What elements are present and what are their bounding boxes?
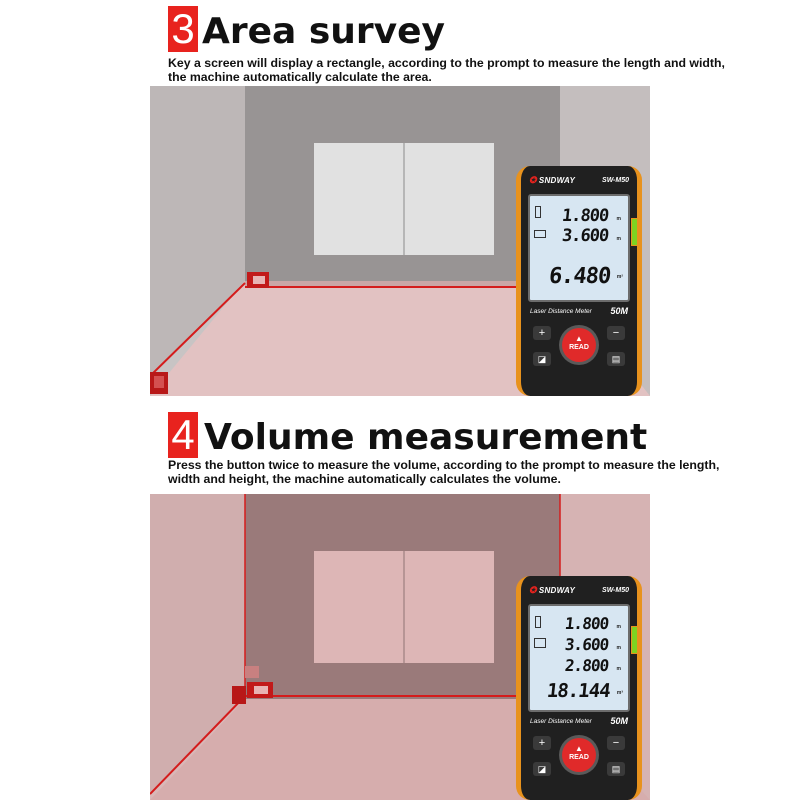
description-line: Press the button twice to measure the volume, according to the prompt to measure the length,: [168, 458, 720, 472]
device-header: [521, 576, 637, 604]
lcd-unit-3: m: [616, 666, 621, 672]
lcd-unit-1: m: [616, 216, 621, 222]
length-icon: [535, 206, 541, 218]
lcd-reading-1: 1.800: [560, 206, 610, 226]
lcd-unit-2: m: [616, 236, 621, 242]
up-arrow-icon: ▲: [575, 744, 583, 753]
device-label: Laser Distance Meter: [530, 307, 592, 315]
lcd-area-result: 6.480: [547, 264, 612, 289]
brand-label: [529, 585, 575, 596]
function-button[interactable]: ◪: [533, 352, 551, 366]
brand-label: [529, 175, 575, 186]
memory-button[interactable]: ▤: [607, 352, 625, 366]
section-description: [168, 56, 725, 84]
lcd-unit-1: m: [616, 624, 621, 630]
brand-name: SNDWAY: [538, 585, 576, 595]
device-label: Laser Distance Meter: [530, 717, 592, 725]
read-button-label: READ: [569, 344, 589, 351]
brand-name: SNDWAY: [538, 175, 576, 185]
brand-logo-icon: ✪: [529, 174, 537, 185]
step-number-badge: 3: [168, 6, 198, 52]
model-label: SW-M50: [602, 586, 629, 594]
lcd-reading-3: 2.800: [563, 656, 609, 675]
device-range: 50M: [610, 716, 628, 726]
lcd-unit-area: m²: [616, 274, 623, 280]
device-range: 50M: [610, 306, 628, 316]
volume-measurement-section: [0, 400, 800, 800]
section-description: [168, 458, 719, 486]
brand-logo-icon: ✪: [529, 584, 537, 595]
up-arrow-icon: ▲: [575, 334, 583, 343]
lcd-reading-1: 1.800: [563, 614, 609, 633]
device-keypad: [521, 316, 637, 386]
lcd-volume-result: 18.144: [546, 680, 612, 702]
laser-distance-meter: [516, 166, 642, 396]
read-button[interactable]: [562, 328, 596, 362]
box-icon: [534, 638, 546, 648]
device-label-row: [521, 302, 637, 316]
description-line: the machine automatically calculate the area.: [168, 70, 432, 84]
lcd-reading-2: 3.600: [563, 635, 609, 654]
plus-button[interactable]: +: [533, 326, 551, 340]
device-header: [521, 166, 637, 194]
section-title: Volume measurement: [204, 417, 648, 458]
device-keypad: [521, 726, 637, 796]
model-label: SW-M50: [602, 176, 629, 184]
bubble-level-icon: [631, 218, 642, 246]
read-button-label: READ: [569, 754, 589, 761]
read-button[interactable]: [562, 738, 596, 772]
width-icon: [534, 230, 546, 238]
function-button[interactable]: ◪: [533, 762, 551, 776]
length-icon: [535, 616, 541, 628]
laser-distance-meter: [516, 576, 642, 800]
lcd-screen: [528, 604, 630, 712]
plus-button[interactable]: +: [533, 736, 551, 750]
lcd-unit-volume: m³: [616, 690, 623, 696]
minus-button[interactable]: −: [607, 736, 625, 750]
device-label-row: [521, 712, 637, 726]
section-title: Area survey: [202, 11, 446, 52]
description-line: width and height, the machine automatically calculates the volume.: [168, 472, 561, 486]
bubble-level-icon: [631, 626, 642, 654]
lcd-reading-2: 3.600: [560, 226, 610, 246]
memory-button[interactable]: ▤: [607, 762, 625, 776]
lcd-screen: [528, 194, 630, 302]
description-line: Key a screen will display a rectangle, according to the prompt to measure the length and width,: [168, 56, 725, 70]
minus-button[interactable]: −: [607, 326, 625, 340]
lcd-unit-2: m: [616, 645, 621, 651]
step-number-badge: 4: [168, 412, 198, 458]
